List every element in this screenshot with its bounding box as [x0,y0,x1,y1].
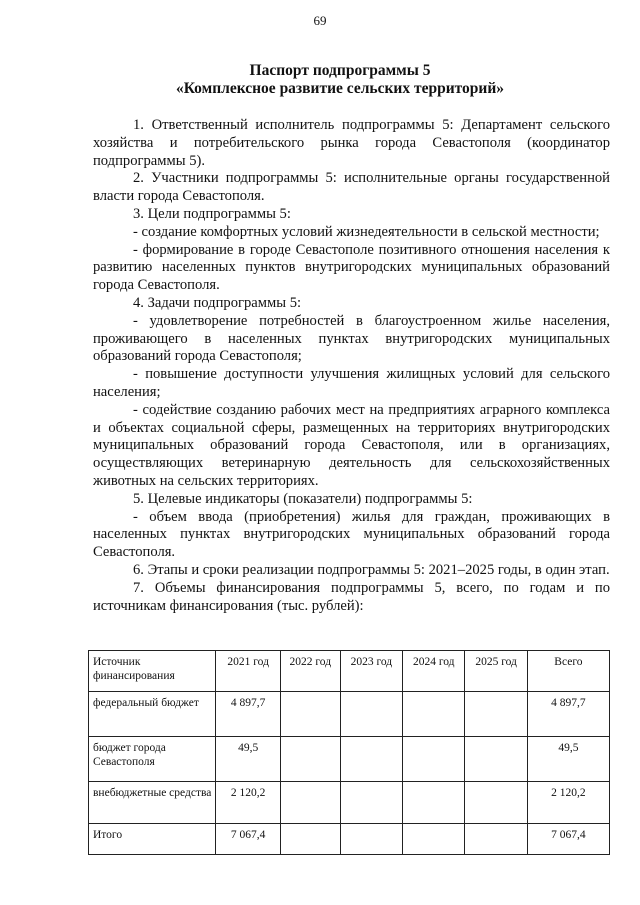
financing-table [88,650,610,855]
paragraph: 1. Ответственный исполнитель подпрограммы 5: Департамент сельского хозяйства и потребительского рынка города Севастополя (координатор подпрограммы 5). [93,117,610,169]
table-cell [465,737,527,782]
paragraph: 7. Объемы финансирования подпрограммы 5, всего, по годам и по источникам финансирования (тыс. рублей): [93,579,610,614]
table-cell [340,737,402,782]
document-title [70,62,610,98]
paragraph: 3. Цели подпрограммы 5: [133,205,291,222]
table-cell [465,824,527,855]
table-cell: 2 120,2 [527,782,609,824]
document-body [93,117,610,615]
table-cell: внебюджетные средства [89,782,216,824]
table-cell: 49,5 [527,737,609,782]
table-cell [340,782,402,824]
table-header-cell: 2023 год [340,651,402,692]
table-cell: 2 120,2 [216,782,280,824]
table-cell [280,692,340,737]
table-cell: 4 897,7 [216,692,280,737]
table-cell [403,692,465,737]
paragraph: - повышение доступности улучшения жилищных условий для сельского населения; [93,366,610,400]
table-row [89,824,610,855]
table-row [89,782,610,824]
table-cell [465,692,527,737]
table-header-cell: Всего [527,651,609,692]
table-row [89,692,610,737]
table-cell [340,824,402,855]
table-cell [403,737,465,782]
table-cell [280,824,340,855]
paragraph: 6. Этапы и сроки реализации подпрограммы 5: 2021–2025 годы, в один этап. [133,561,610,578]
table-row [89,737,610,782]
paragraph: 2. Участники подпрограммы 5: исполнительные органы государственной власти города Севастополя. [93,170,610,205]
table-header-cell: 2024 год [403,651,465,692]
table-header-cell: 2021 год [216,651,280,692]
table-header-cell: 2022 год [280,651,340,692]
title-line-1: Паспорт подпрограммы 5 [249,62,431,79]
paragraph: - содействие созданию рабочих мест на предприятиях аграрного комплекса и объектах социальной сферы, размещенных на территориях внутригородских муниципальных образований города Севастополя, или в организациях, осуществляющих ветеринарную деятельность для сельскохозяйственных животных на сельских территориях. [93,401,610,489]
table-header-cell: 2025 год [465,651,527,692]
table-header-cell: Источник финансирования [89,651,216,692]
table-cell [403,824,465,855]
paragraph: 5. Целевые индикаторы (показатели) подпрограммы 5: [133,490,473,507]
paragraph: - создание комфортных условий жизнедеятельности в сельской местности; [133,223,600,240]
paragraph: - удовлетворение потребностей в благоустроенном жилье населения, проживающего в населенных пунктах внутригородских муниципальных образований города Севастополя; [93,312,610,365]
table-cell: 7 067,4 [527,824,609,855]
table-cell [403,782,465,824]
table-cell: федеральный бюджет [89,692,216,737]
table-cell: 4 897,7 [527,692,609,737]
title-line-2: «Комплексное развитие сельских территорий» [175,80,505,97]
paragraph: - объем ввода (приобретения) жилья для граждан, проживающих в населенных пунктах внутригородских муниципальных образований города Севастополя. [93,508,610,561]
table-cell: 7 067,4 [216,824,280,855]
paragraph: - формирование в городе Севастополе позитивного отношения населения к развитию населенных пунктов внутригородских муниципальных образований города Севастополя. [93,241,610,294]
page-number: 69 [313,13,327,28]
table-cell: Итого [89,824,216,855]
table-cell [280,782,340,824]
table-cell: 49,5 [216,737,280,782]
table-header-row [89,651,610,692]
table-cell [280,737,340,782]
table-cell [465,782,527,824]
table-cell: бюджет города Севастополя [89,737,216,782]
paragraph: 4. Задачи подпрограммы 5: [133,294,302,311]
table-cell [340,692,402,737]
